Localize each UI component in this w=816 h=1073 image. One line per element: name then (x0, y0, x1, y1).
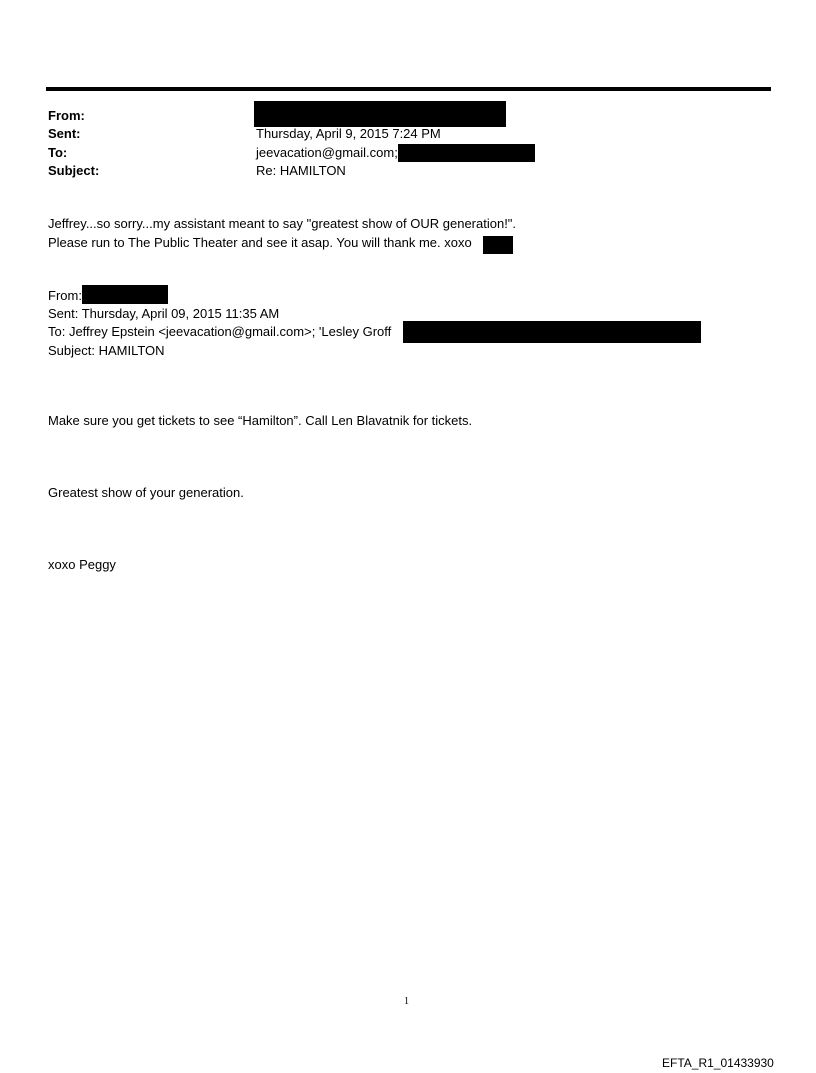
subject-value: Re: HAMILTON (256, 163, 346, 178)
quoted-body-line-1: Make sure you get tickets to see “Hamilton”. Call Len Blavatnik for tickets. (48, 413, 473, 428)
quoted-to: To: Jeffrey Epstein <jeevacation@gmail.com>; 'Lesley Groff (48, 324, 392, 339)
redaction-to (398, 144, 535, 162)
redaction-from (254, 101, 506, 127)
redaction-quoted-to (403, 321, 701, 343)
header-rule (46, 87, 771, 91)
from-label: From: (48, 108, 85, 123)
page-number: 1 (404, 996, 409, 1007)
to-label: To: (48, 145, 68, 160)
quoted-signature: xoxo Peggy (48, 557, 116, 572)
reply-line-2: Please run to The Public Theater and see it asap. You will thank me. xoxo (48, 235, 472, 250)
to-value: jeevacation@gmail.com; (256, 145, 398, 160)
reply-line-1: Jeffrey...so sorry...my assistant meant to say "greatest show of OUR generation!". (48, 216, 517, 231)
bates-number: EFTA_R1_01433930 (662, 1056, 774, 1070)
quoted-body-line-2: Greatest show of your generation. (48, 485, 244, 500)
quoted-subject: Subject: HAMILTON (48, 343, 165, 358)
sent-label: Sent: (48, 126, 81, 141)
redaction-reply-name (483, 236, 513, 254)
subject-label: Subject: (48, 163, 100, 178)
quoted-sent: Sent: Thursday, April 09, 2015 11:35 AM (48, 306, 280, 321)
sent-value: Thursday, April 9, 2015 7:24 PM (256, 126, 441, 141)
quoted-from: From: (48, 288, 82, 303)
redaction-quoted-from (82, 285, 168, 304)
